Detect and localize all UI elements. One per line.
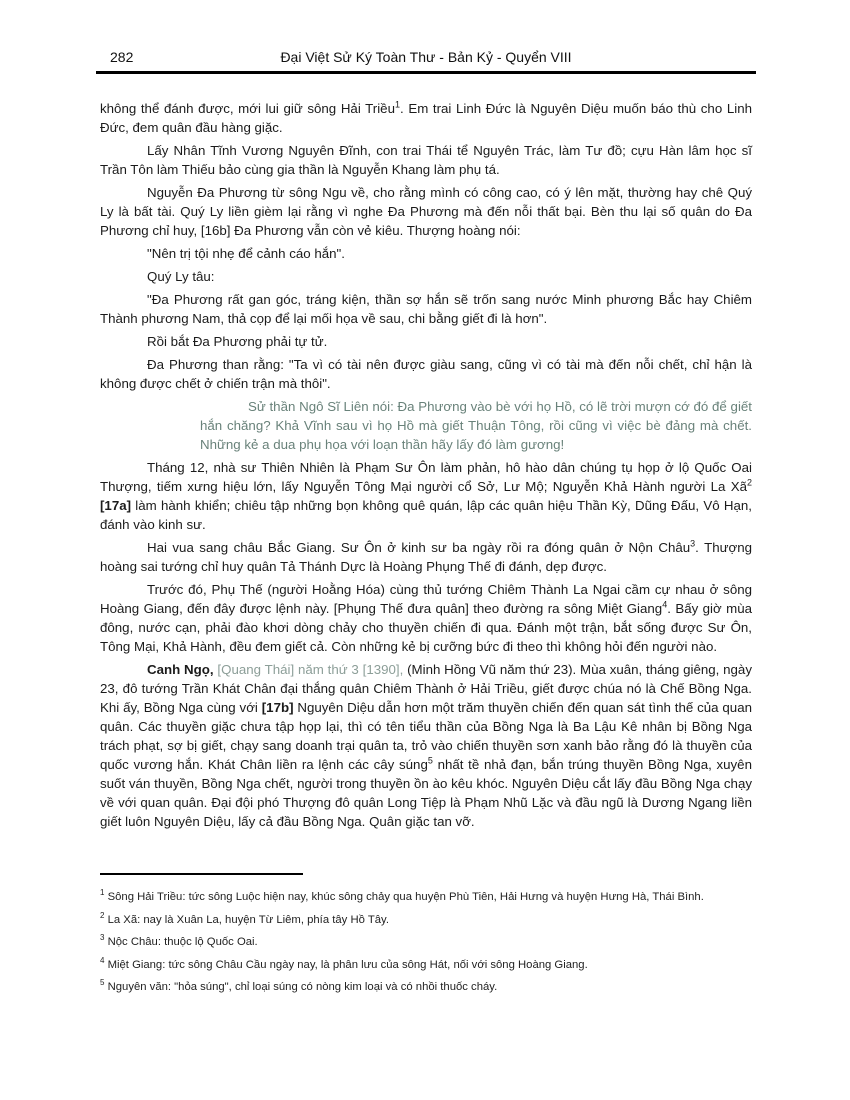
document-title: Đại Việt Sử Ký Toàn Thư - Bản Kỷ - Quyển VIII: [280, 49, 572, 65]
text-run: Đa Phương than rằng: "Ta vì có tài nên được giàu sang, cũng vì có tài mà đến nỗi chết, chỉ hận là không được chết ở chiến trận mà thôi".: [100, 357, 752, 391]
text-run: [17a]: [100, 498, 132, 513]
footnote-text: Miệt Giang: tức sông Châu Cầu ngày nay, là phân lưu của sông Hát, nối với sông Hoàng Giang.: [104, 958, 588, 971]
footnote: [100, 886, 752, 909]
footnote-number: 5: [100, 978, 105, 988]
text-run: Nguyễn Đa Phương từ sông Ngu về, cho rằng mình có công cao, có ý lên mặt, thường hay chê Quý Ly là bất tài. Quý Ly liền gièm lại rằng vì nghe Đa Phương mà đến nỗi thất bại. Bèn thu lại số quân do Đa Phương chỉ huy, [16b] Đa Phương vẫn còn vẻ kiêu. Thượng hoàng nói:: [100, 185, 752, 238]
footnote-ref: 1: [394, 99, 400, 110]
text-run: . Thượng hoàng sai tướng chỉ huy quân Tả Thánh Dực là Hoàng Phụng Thế đi đánh, dẹp được.: [100, 540, 753, 574]
paragraph: [100, 355, 752, 393]
page-header: [100, 48, 752, 68]
paragraph: [100, 141, 752, 179]
footnote-ref: 3: [690, 538, 696, 549]
footnote: [100, 954, 752, 977]
text-run: Lấy Nhân Tĩnh Vương Nguyên Đĩnh, con trai Thái tể Nguyên Trác, làm Tư đồ; cựu Hàn lâm học sĩ Trần Tôn làm Thiếu bảo cùng gia thần là Nguyễn Khang làm phụ tá.: [100, 143, 752, 177]
footnote-separator: [100, 873, 303, 875]
text-run: Quý Ly tâu:: [147, 269, 215, 284]
paragraph: [100, 99, 752, 137]
footnote-number: 3: [100, 933, 105, 943]
text-run: [17b]: [261, 700, 294, 715]
footnote-ref: 2: [746, 477, 752, 488]
paragraph: [100, 580, 752, 656]
paragraph: [100, 290, 752, 328]
text-run: . Bấy giờ mùa đông, nước cạn, phải đào khơi dòng chảy cho thuyền chiến đi qua. Đánh một trận, bắt sống được Sư Ôn, Tông Mại, Khả Hành, đều đem giết cả. Còn những kẻ bị cưỡng bức đi theo thì không hỏi đến người nào.: [100, 601, 752, 654]
footnote-text: Nộc Châu: thuộc lộ Quốc Oai.: [104, 936, 258, 948]
footnote-ref: 4: [662, 599, 668, 610]
text-run: "Đa Phương rất gan góc, tráng kiện, thần sợ hắn sẽ trốn sang nước Minh phương Bắc hay Chiêm Thành phương Nam, thả cọp để lại mối họa về sau, chi bằng giết đi là hơn".: [100, 292, 752, 326]
text-run: Trước đó, Phụ Thế (người Hoằng Hóa) cùng thủ tướng Chiêm Thành La Ngai cầm cự nhau ở sông Hoàng Giang, đến đây được lệnh này. [Phụng Thế đưa quân] theo đường ra sông Miệt Giang: [100, 582, 752, 616]
footnote: [100, 909, 752, 932]
footnote-number: 1: [100, 888, 105, 898]
paragraph: [100, 538, 752, 576]
text-run: Sử thần Ngô Sĩ Liên nói: Đa Phương vào bè với họ Hồ, có lẽ trời mượn cớ đó để giết hắn chăng? Khả Vĩnh sau vì họ Hồ mà giết Thuận Tông, rồi cũng vì việc bè đảng mà chết. Những kẻ a dua phụ họa với loạn thần hãy lấy đó làm gương!: [200, 399, 752, 452]
text-run: nhất tề nhả đạn, bắn trúng thuyền Bồng Nga, xuyên suốt ván thuyền, Bồng Nga chết, người trong thuyền ồn ào kêu khóc. Nguyên Diệu cắt lấy đầu Bồng Nga chạy về với quan quân. Đại đội phó Thượng đô quân Long Tiệp là Phạm Nhũ Lặc và đầu ngũ là Dương Ngang liền giết luôn Nguyên Diệu, lấy cả đầu Bồng Nga. Quân giặc tan vỡ.: [100, 757, 752, 829]
text-run: (Minh Hồng Vũ năm thứ 23). Mùa xuân, tháng giêng, ngày 23, đô tướng Trần Khát Chân đại thắng quân Chiêm Thành ở Hải Triều, giết được chúa nó là Chế Bồng Nga. Khi ấy, Bồng Nga cùng với: [100, 662, 752, 715]
footnote: [100, 931, 752, 954]
footnote-number: 4: [100, 955, 105, 965]
text-run: không thể đánh được, mới lui giữ sông Hải Triều: [100, 101, 395, 116]
text-run: Tháng 12, nhà sư Thiên Nhiên là Phạm Sư Ôn làm phản, hô hào dân chúng tụ họp ở lộ Quốc Oai Thượng, tiếm xưng hiệu lớn, lấy Nguyễn Tông Mại người cổ Sở, Lư Mộ; Nguyễn Khả Hành người La Xã: [100, 460, 752, 494]
text-run: "Nên trị tội nhẹ để cảnh cáo hắn".: [147, 246, 345, 261]
footnote-number: 2: [100, 910, 105, 920]
paragraph: [100, 267, 752, 286]
page-number: 282: [110, 49, 134, 65]
commentary-paragraph: [200, 397, 752, 454]
text-run: làm hành khiển; chiêu tập những bọn không quê quán, lập các quân hiệu Thần Kỳ, Dũng Đấu, Vô Hạn, đánh vào kinh sư.: [100, 498, 752, 532]
text-run: . Em trai Linh Đức là Nguyên Diệu muốn báo thù cho Linh Đức, đem quân đầu hàng giặc.: [100, 101, 752, 135]
body-text: [100, 99, 752, 835]
footnote-ref: 5: [427, 755, 433, 766]
footnote-text: La Xã: nay là Xuân La, huyện Từ Liêm, phía tây Hồ Tây.: [104, 913, 389, 926]
text-run: Hai vua sang châu Bắc Giang. Sư Ôn ở kinh sư ba ngày rồi ra đóng quân ở Nộn Châu: [147, 540, 691, 555]
paragraph: [100, 660, 752, 831]
text-run: Rồi bắt Đa Phương phải tự tử.: [147, 334, 328, 349]
paragraph: [100, 332, 752, 351]
footnote-text: Nguyên văn: "hỏa súng", chỉ loại súng có nòng kim loại và có nhồi thuốc cháy.: [104, 981, 498, 993]
paragraph: [100, 183, 752, 240]
paragraph: [100, 244, 752, 263]
text-run: [Quang Thái] năm thứ 3 [1390],: [217, 662, 404, 677]
footnote: [100, 976, 752, 999]
text-run: Canh Ngọ,: [147, 662, 214, 677]
paragraph: [100, 458, 752, 534]
text-run: Nguyên Diệu dẫn hơn một trăm thuyền chiến đến quan sát tình thế của quan quân. Các thuyền giặc chưa tập họp lại, thì có tên tiểu thần của Bồng Nga là Ba Lậu Kê nhân bị Bồng Nga trách phạt, sợ bị giết, chạy sang doanh trại quân ta, trỏ vào chiến thuyền sơn xanh bảo rằng đó là thuyền của quốc vương hắn. Khát Chân liền ra lệnh các cây súng: [100, 700, 752, 772]
header-rule: [96, 71, 756, 74]
footnote-text: Sông Hải Triều: tức sông Luộc hiện nay, khúc sông chảy qua huyện Phù Tiên, Hải Hưng và huyện Hưng Hà, Thái Bình.: [104, 891, 704, 903]
footnotes: [100, 886, 752, 999]
